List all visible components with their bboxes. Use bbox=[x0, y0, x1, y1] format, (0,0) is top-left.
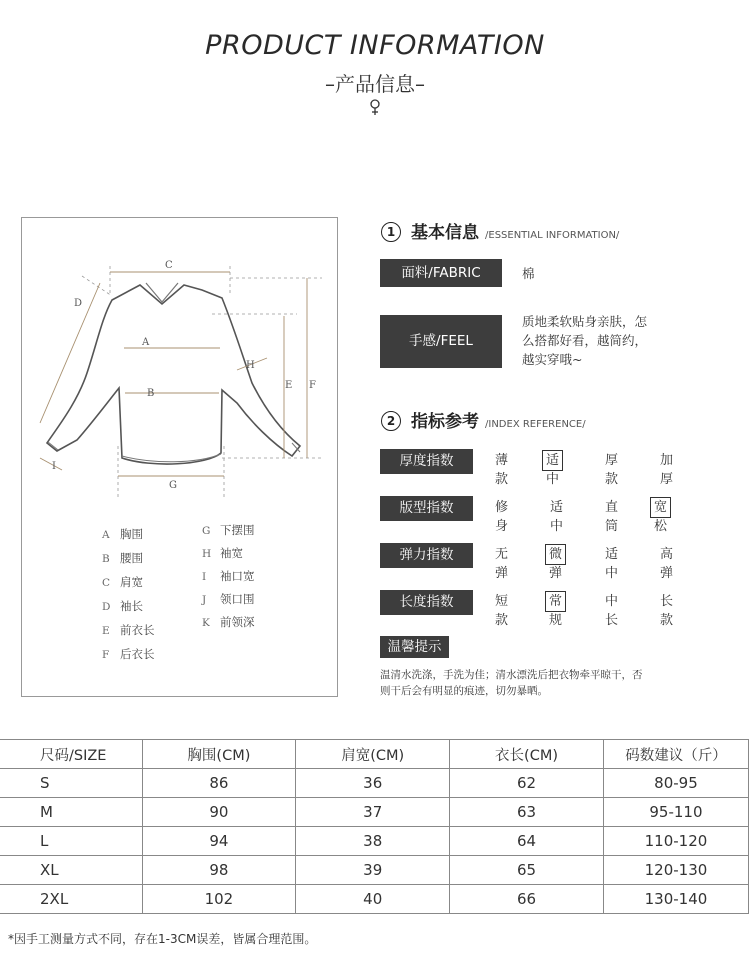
legend-item-i: I 袖口宽 bbox=[202, 569, 255, 583]
label-d: D bbox=[74, 298, 83, 309]
legend-item-a: A 胸围 bbox=[102, 527, 143, 541]
section-number-1: 1 bbox=[381, 222, 401, 242]
label-i: I bbox=[52, 461, 56, 472]
header-size: 尺码/SIZE bbox=[0, 740, 142, 769]
fit-option-straight: 直筒 bbox=[605, 500, 619, 534]
fabric-label: 面料/FABRIC bbox=[380, 259, 502, 287]
elasticity-option-high: 高弹 bbox=[660, 547, 674, 581]
table-row: S 86 36 62 80-95 bbox=[0, 769, 749, 798]
label-b: B bbox=[147, 388, 155, 399]
title-chinese: –产品信息– bbox=[325, 72, 425, 96]
shirt-diagram bbox=[22, 218, 339, 518]
label-a: A bbox=[142, 337, 150, 348]
shirt-outline bbox=[47, 285, 300, 464]
measurement-diagram bbox=[21, 217, 338, 697]
legend-left bbox=[102, 523, 155, 667]
header-weight-suggestion: 码数建议（斤） bbox=[603, 740, 748, 769]
essential-info-title: 1 基本信息 /ESSENTIAL INFORMATION/ bbox=[381, 218, 619, 243]
female-symbol-icon bbox=[367, 98, 383, 118]
size-table bbox=[0, 739, 749, 914]
label-f: F bbox=[309, 380, 316, 391]
elasticity-option-slight-selected: 微弹 bbox=[545, 544, 566, 565]
thickness-option-medium-selected: 适中 bbox=[542, 450, 563, 471]
legend-item-f: F 后衣长 bbox=[102, 647, 155, 661]
length-option-short: 短款 bbox=[495, 594, 509, 628]
label-g: G bbox=[169, 480, 177, 491]
label-c: C bbox=[165, 260, 173, 271]
header-length: 衣长(CM) bbox=[450, 740, 604, 769]
legend-item-e: E 前衣长 bbox=[102, 623, 155, 637]
table-row: M 90 37 63 95-110 bbox=[0, 798, 749, 827]
legend-item-d: D 袖长 bbox=[102, 599, 143, 613]
table-header-row bbox=[0, 740, 749, 769]
index-reference-title: 2 指标参考 /INDEX REFERENCE/ bbox=[381, 407, 586, 432]
neck-line bbox=[146, 283, 178, 302]
title-english: PRODUCT INFORMATION bbox=[205, 30, 545, 61]
legend-right bbox=[202, 519, 255, 634]
table-row: 2XL 102 40 66 130-140 bbox=[0, 885, 749, 914]
length-option-regular-selected: 常规 bbox=[545, 591, 566, 612]
table-row: L 94 38 64 110-120 bbox=[0, 827, 749, 856]
feel-value: 质地柔软贴身亲肤，怎 么搭都好看，越简约， 越实穿哦~ bbox=[522, 314, 648, 367]
legend-item-h: H 袖宽 bbox=[202, 546, 243, 560]
label-h: H bbox=[246, 360, 255, 371]
elasticity-option-medium: 适中 bbox=[605, 547, 619, 581]
table-row: XL 98 39 65 120-130 bbox=[0, 856, 749, 885]
feel-label: 手感/FEEL bbox=[380, 315, 502, 368]
fabric-value: 棉 bbox=[522, 266, 535, 281]
label-e: E bbox=[285, 380, 293, 391]
tips-text: 温清水洗涤，手洗为佳；清水漂洗后把衣物牵平晾干，否 则干后会有明显的痕迹，切勿暴晒。 bbox=[380, 669, 643, 697]
fit-option-medium: 适中 bbox=[550, 500, 564, 534]
legend-item-b: B 腰围 bbox=[102, 551, 143, 565]
elasticity-option-none: 无弹 bbox=[495, 547, 509, 581]
length-option-long: 长款 bbox=[660, 594, 674, 628]
measurement-footnote: *因手工测量方式不同，存在1-3CM误差，皆属合理范围。 bbox=[8, 932, 317, 946]
length-option-mid: 中长 bbox=[605, 594, 619, 628]
tips-label: 温馨提示 bbox=[380, 636, 449, 658]
thickness-option-thin: 薄款 bbox=[495, 453, 509, 487]
fit-option-slim: 修身 bbox=[495, 500, 509, 534]
thickness-option-extra-thick: 加厚 bbox=[660, 453, 674, 487]
thickness-option-thick: 厚款 bbox=[605, 453, 619, 487]
fit-option-loose-selected: 宽松 bbox=[650, 497, 671, 518]
header-chest: 胸围(CM) bbox=[142, 740, 296, 769]
legend-item-g: G 下摆围 bbox=[202, 523, 255, 537]
legend-item-c: C 肩宽 bbox=[102, 575, 143, 589]
legend-item-j: J 领口围 bbox=[202, 592, 255, 606]
legend-item-k: K 前领深 bbox=[202, 615, 255, 629]
header-shoulder: 肩宽(CM) bbox=[296, 740, 450, 769]
section-number-2: 2 bbox=[381, 411, 401, 431]
